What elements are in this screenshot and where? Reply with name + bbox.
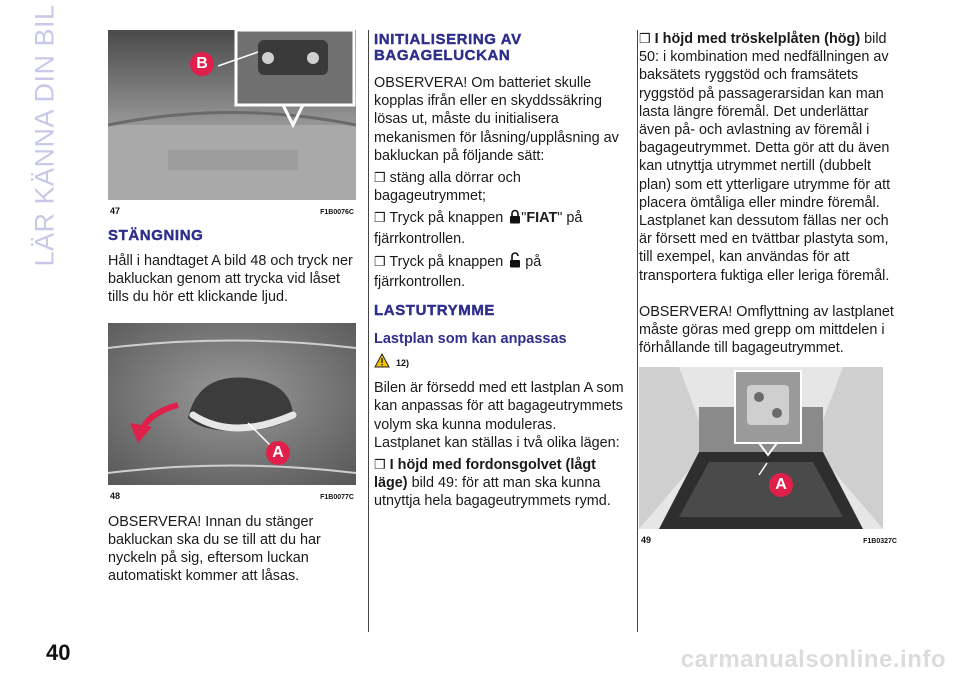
section-side-title: LÄR KÄNNA DIN BIL bbox=[29, 3, 60, 267]
column-divider bbox=[637, 30, 638, 632]
paragraph-lastplan: Bilen är försedd med ett lastplan A som kan anpassas för att bagageutrymmets volym ska kunna moduleras. bbox=[374, 380, 624, 433]
heading-initialisering: INITIALISERING AV BAGAGELUCKAN bbox=[374, 31, 522, 64]
subheading-lastplan: Lastplan som kan anpassas bbox=[374, 331, 567, 348]
checkbox-bullet-icon: ❒ bbox=[374, 210, 386, 226]
paragraph-initialisering: OBSERVERA! Om batteriet skulle kopplas ifrån eller en skyddssäkring lösas ut, måste du initialisera mekanismen för låsning/upplåsning av bakluckan på följande sätt: bbox=[374, 75, 619, 164]
paragraph-observera-closing: OBSERVERA! Innan du stänger bakluckan ska du se till att du har nyckeln på sig, eftersom luckan automatiskt kommer att låsas. bbox=[108, 513, 321, 585]
bullet-hog-lage: ❒ I höjd med tröskelplåten (hög) bild 50: i kombination med nedfällningen av baksätets ryggstöd och framsätets ryggstöd på passagerarsidan kan man lasta längre föremål. Det underlättar även på- och avlastning av föremål i bagageutrymmet. Detta gör att du även kan utnyttja utrymmet nertill (dubbelt plan) som ett ytterligare utrymme för att placera ömtåliga eller mindre föremål. bbox=[639, 31, 891, 211]
figure-49-image bbox=[639, 367, 899, 529]
checkbox-bullet-icon: ❒ bbox=[374, 170, 386, 186]
column-divider bbox=[368, 30, 369, 632]
checkbox-bullet-icon: ❒ bbox=[374, 253, 386, 269]
figure-number: 49 bbox=[641, 535, 652, 546]
lock-open-icon bbox=[509, 252, 521, 273]
figure-code: F1B0077C bbox=[320, 493, 354, 501]
figure-number: 48 bbox=[110, 490, 121, 501]
figure-48 bbox=[108, 323, 356, 503]
callout-b-marker: B bbox=[190, 52, 214, 76]
page-number: 40 bbox=[46, 640, 71, 665]
watermark: carmanualsonline.info bbox=[680, 646, 946, 673]
figure-47-image bbox=[108, 30, 356, 200]
figure-49 bbox=[639, 367, 899, 549]
paragraph-fallas-ner: Lastplanet kan dessutom fällas ner och är försett med en tvättbar plastyta som, till exempel, kan användas för att transportera fuktiga eller leriga föremål. bbox=[639, 213, 890, 284]
bullet-tryck-fiat: ❒ Tryck på knappen "FIAT" på fjärrkontrollen. bbox=[374, 210, 583, 247]
bullet-lagt-lage: ❒ I höjd med fordonsgolvet (lågt läge) bild 49: för att man ska kunna utnyttja hela bagageutrymmets rymd. bbox=[374, 457, 611, 510]
lock-closed-icon bbox=[509, 209, 521, 229]
column-1 bbox=[108, 30, 356, 585]
figure-code: F1B0327C bbox=[863, 538, 897, 546]
checkbox-bullet-icon: ❒ bbox=[374, 457, 386, 473]
heading-lastutrymme: LASTUTRYMME bbox=[374, 302, 496, 320]
figure-47 bbox=[108, 30, 356, 218]
warning-reference: 12) bbox=[374, 353, 630, 373]
checkbox-bullet-icon: ❒ bbox=[639, 31, 651, 46]
column-2 bbox=[374, 30, 630, 511]
paragraph-observera-omflyttning: OBSERVERA! Omflyttning av lastplanet måste göras med grepp om mittdelen i förhållande till bagageutrymmet. bbox=[639, 303, 894, 357]
figure-code: F1B0076C bbox=[320, 209, 354, 216]
paragraph-lagen: Lastplanet kan ställas i två olika lägen: bbox=[374, 434, 620, 451]
callout-a-marker: A bbox=[266, 441, 290, 465]
figure-number: 47 bbox=[110, 206, 121, 216]
column-3 bbox=[639, 30, 899, 549]
heading-stangning: STÄNGNING bbox=[108, 227, 204, 244]
callout-a-marker: A bbox=[769, 473, 793, 497]
warning-icon bbox=[374, 353, 390, 373]
figure-48-image bbox=[108, 323, 356, 485]
bullet-stang-dorrar: ❒ stäng alla dörrar och bagageutrymmet; bbox=[374, 170, 521, 205]
paragraph-stangning: Håll i handtaget A bild 48 och tryck ner bakluckan genom att trycka vid låset tills du hör ett klickande ljud. bbox=[108, 253, 353, 306]
bullet-tryck-unlock: ❒ Tryck på knappen på fjärrkontrollen. bbox=[374, 253, 542, 291]
